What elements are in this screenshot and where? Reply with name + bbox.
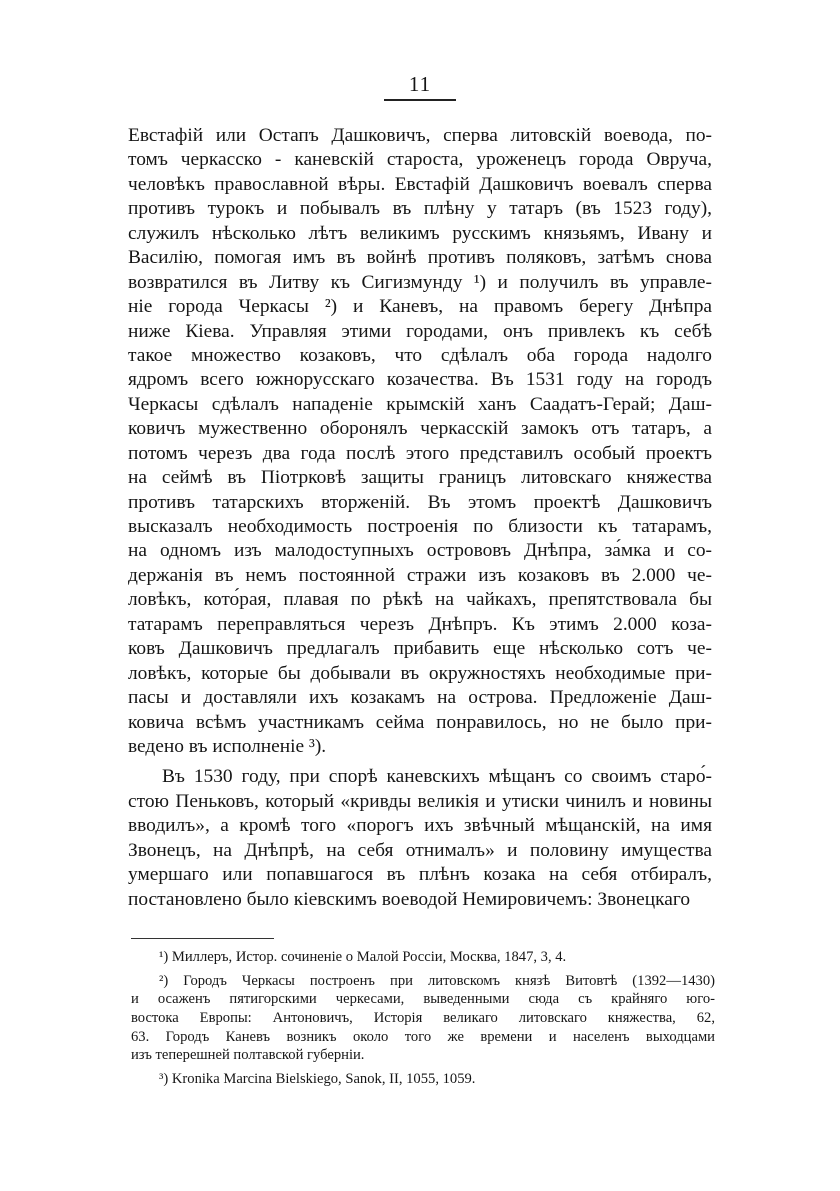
page-number: 11 [408, 72, 432, 96]
paragraph [128, 765, 712, 912]
text-line: ловѣкъ, кото́рая, плавая по рѣкѣ на чайкахъ, препятствовала бы [128, 589, 712, 611]
text-line: служилъ нѣсколько лѣтъ великимъ русскимъ князьямъ, Ивану и [128, 222, 712, 244]
text-line: противъ турокъ и побывалъ въ плѣну у татаръ (въ 1523 году), [128, 198, 712, 220]
text-line: такое множество козаковъ, что сдѣлалъ оба города надолго [128, 344, 712, 366]
footnote-line: ¹) Миллеръ, Истор. сочиненіе о Малой Россіи, Москва, 1847, 3, 4. [159, 949, 567, 965]
paragraph [128, 124, 712, 759]
text-line: Евстафій или Остапъ Дашковичъ, сперва литовскій воевода, по- [128, 125, 712, 146]
text-line: Василію, помогая имъ въ войнѣ противъ поляковъ, затѣмъ снова [128, 247, 712, 269]
text-line: ковъ Дашковичъ предлагалъ прибавить еще нѣсколько сотъ че- [128, 638, 712, 660]
footnote-line: 63. Городъ Каневъ возникъ около того же времени и населенъ выходцами [131, 1028, 715, 1045]
text-line: пасы и доставляли ихъ козакамъ на острова. Предложеніе Даш- [128, 687, 712, 709]
text-line: умершаго или попавшагося въ плѣнъ козака на себя отбиралъ, [128, 864, 712, 886]
footnote-line: ²) Городъ Черкасы построенъ при литовскомъ князѣ Витовтѣ (1392—1430) [159, 972, 715, 989]
text-line: на одномъ изъ малодоступныхъ острововъ Днѣпра, за́мка и со- [128, 540, 712, 562]
text-line: противъ татарскихъ вторженій. Въ этомъ проектѣ Дашковичъ [128, 491, 712, 513]
text-line: ловѣкъ, которые бы добывали въ окружностяхъ необходимые при- [128, 662, 712, 684]
text-line: Въ 1530 году, при спорѣ каневскихъ мѣщанъ со своимъ старо́- [162, 766, 712, 788]
footnote-line: востока Европы: Антоновичъ, Исторія великаго литовскаго княжества, 62, [131, 1010, 715, 1027]
text-line: высказалъ необходимость построенія по близости къ татарамъ, [128, 516, 712, 537]
text-line: Черкасы сдѣлалъ нападеніе крымскій ханъ Саадатъ-Герай; Даш- [128, 393, 712, 415]
text-line: ниже Кіева. Управляя этими городами, онъ привлекъ къ себѣ [128, 320, 712, 342]
text-line: постановлено было кіевскимъ воеводой Немировичемъ: Звонецкаго [128, 888, 691, 910]
text-line: Звонецъ, на Днѣпрѣ, на себя отнималъ» и половину имущества [128, 839, 712, 861]
footnote-line: и осаженъ пятигорскими черкесами, выведенными сюда съ крайняго юго- [131, 991, 715, 1008]
footnote-line: изъ теперешней полтавской губерніи. [131, 1047, 365, 1064]
text-line: ядромъ всего южнорусскаго козачества. Въ 1531 году на городъ [128, 369, 712, 391]
footnote [131, 948, 715, 967]
text-line: ковичъ мужественно оборонялъ черкасскій замокъ отъ татаръ, а [128, 418, 712, 440]
footnote-line: ³) Kronika Marcina Bielskiego, Sanok, II, 1055, 1059. [159, 1071, 476, 1088]
footnotes [131, 948, 715, 1089]
text-line: потомъ черезъ два года послѣ этого представилъ особый проектъ [128, 442, 712, 464]
footnote [131, 972, 715, 1065]
body-text [128, 124, 712, 912]
footnote [131, 1070, 715, 1089]
text-line: томъ черкасско - каневскій староста, уроженецъ города Овруча, [128, 149, 712, 171]
text-line: возвратился въ Литву къ Сигизмунду ¹) и получилъ въ управле- [128, 271, 712, 293]
footnote-separator [131, 938, 274, 939]
text-line: стою Пеньковъ, который «кривды великія и утиски чинилъ и новины [128, 790, 712, 812]
text-line: татарамъ переправляться черезъ Днѣпръ. Къ этимъ 2.000 коза- [128, 613, 712, 635]
text-line: ковича всѣмъ участникамъ сейма понравилось, но не было при- [128, 711, 712, 733]
text-line: вводилъ», а кромѣ того «порогъ ихъ звѣчный мѣщанскій, на имя [128, 815, 712, 837]
text-line: на сеймѣ въ Піотрковѣ защиты границъ литовскаго княжества [128, 467, 712, 489]
text-line: держанія въ немъ постоянной стражи изъ козаковъ въ 2.000 че- [128, 564, 712, 586]
text-line: человѣкъ православной вѣры. Евстафій Дашковичъ воевалъ сперва [128, 173, 712, 195]
text-line: ведено въ исполненіе ³). [128, 735, 327, 757]
page-number-rule [384, 99, 456, 101]
text-line: ніе города Черкасы ²) и Каневъ, на правомъ берегу Днѣпра [128, 296, 712, 318]
